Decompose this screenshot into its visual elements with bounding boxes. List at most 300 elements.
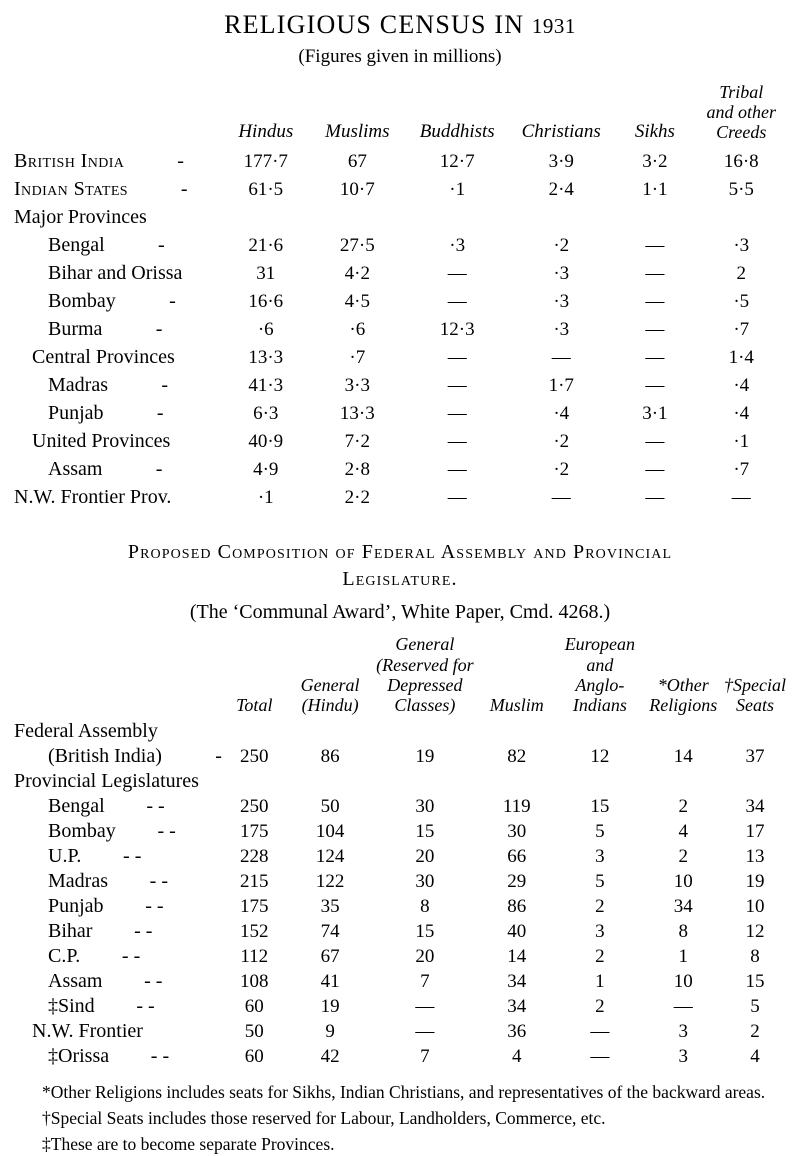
assembly-cell: 8 bbox=[750, 945, 760, 967]
assembly-header-blank bbox=[14, 634, 222, 717]
assembly-cell: 15 bbox=[590, 795, 610, 817]
census-cell: 4·5 bbox=[344, 291, 370, 313]
assembly-cell: 12 bbox=[745, 920, 765, 942]
census-cell bbox=[696, 201, 786, 229]
row-leader-dash: - bbox=[161, 374, 168, 397]
census-row-label bbox=[14, 425, 222, 453]
census-cell: 4·9 bbox=[253, 459, 279, 481]
assembly-header-special-seats bbox=[724, 634, 786, 717]
census-cell: — bbox=[645, 487, 665, 509]
table-row bbox=[14, 1018, 786, 1043]
assembly-row-name: Bengal bbox=[48, 794, 105, 817]
assembly-cell: 4 bbox=[750, 1045, 760, 1067]
assembly-cell: 74 bbox=[320, 920, 340, 942]
assembly-header-general-hindu-line2: (Hindu) bbox=[301, 695, 359, 716]
census-cell: — bbox=[551, 487, 571, 509]
assembly-cell: 34 bbox=[507, 970, 527, 992]
assembly-header-general-hindu-line1: General bbox=[300, 675, 360, 696]
assembly-cell bbox=[557, 768, 642, 793]
assembly-header-european bbox=[557, 634, 642, 717]
census-cell: ·1 bbox=[257, 487, 274, 509]
assembly-header-total bbox=[222, 634, 287, 717]
table-row bbox=[14, 793, 786, 818]
assembly-cell: 112 bbox=[240, 945, 269, 967]
assembly-cell: 41 bbox=[320, 970, 340, 992]
census-cell: 13·3 bbox=[339, 403, 375, 425]
census-cell: 6·3 bbox=[253, 403, 279, 425]
assembly-row-label bbox=[14, 893, 222, 918]
row-leader-dash: - bbox=[155, 458, 163, 481]
assembly-cell: 2 bbox=[595, 945, 605, 967]
assembly-cell: 5 bbox=[595, 820, 605, 842]
census-cell: — bbox=[447, 403, 467, 425]
census-cell: 13·3 bbox=[248, 347, 284, 369]
assembly-cell: 50 bbox=[320, 795, 340, 817]
assembly-cell: 2 bbox=[678, 845, 688, 867]
assembly-cell: 5 bbox=[595, 870, 605, 892]
assembly-row-label bbox=[14, 718, 222, 743]
census-cell: 61·5 bbox=[248, 179, 284, 201]
census-row-label bbox=[14, 285, 222, 313]
assembly-header-other-line1: *Other bbox=[657, 675, 709, 696]
census-row-label bbox=[14, 313, 222, 341]
assembly-row-name: Federal Assembly bbox=[14, 719, 158, 742]
census-cell: ·1 bbox=[449, 179, 466, 201]
assembly-cell: 215 bbox=[240, 870, 269, 892]
census-cell: — bbox=[645, 291, 665, 313]
census-header-hindus: Hindus bbox=[238, 121, 294, 143]
census-cell: 1·4 bbox=[728, 347, 754, 369]
census-cell: ·5 bbox=[733, 291, 750, 313]
assembly-cell: 250 bbox=[240, 745, 269, 767]
census-title-year: 1931 bbox=[531, 14, 576, 38]
assembly-cell: 3 bbox=[678, 1020, 688, 1042]
row-leader-dash: - - bbox=[150, 1044, 170, 1067]
row-leader-dash: - - bbox=[123, 844, 142, 867]
assembly-cell: 66 bbox=[507, 845, 527, 867]
census-cell: — bbox=[447, 263, 467, 285]
assembly-title-line2: Legislature. bbox=[342, 568, 458, 591]
assembly-cell bbox=[373, 768, 476, 793]
assembly-cell: 60 bbox=[244, 995, 264, 1017]
assembly-header-total-line1: Total bbox=[236, 695, 273, 716]
assembly-cell: 2 bbox=[595, 995, 605, 1017]
table-row bbox=[14, 229, 786, 257]
table-row bbox=[14, 943, 786, 968]
assembly-row-label bbox=[14, 993, 222, 1018]
census-cell: 67 bbox=[347, 151, 367, 173]
row-leader-dash: - bbox=[169, 290, 176, 313]
census-cell: ·3 bbox=[553, 291, 570, 313]
census-cell: ·7 bbox=[733, 319, 750, 341]
table-row bbox=[14, 173, 786, 201]
census-title bbox=[14, 10, 786, 40]
assembly-header-depressed-line1: General bbox=[395, 634, 455, 655]
census-cell: 21·6 bbox=[248, 235, 284, 257]
census-row-name: Madras bbox=[48, 374, 108, 397]
census-cell: — bbox=[645, 319, 665, 341]
assembly-header-depressed-line3: Depressed bbox=[387, 675, 463, 696]
census-header-sikhs: Sikhs bbox=[634, 121, 675, 143]
assembly-cell: 5 bbox=[750, 995, 760, 1017]
census-row-name: Bengal bbox=[48, 234, 105, 257]
table-row bbox=[14, 145, 786, 173]
census-cell bbox=[405, 201, 509, 229]
assembly-cell bbox=[724, 768, 786, 793]
assembly-title bbox=[14, 539, 786, 593]
census-cell: ·2 bbox=[553, 459, 570, 481]
census-header-muslims: Muslims bbox=[325, 121, 390, 143]
census-cell: 41·3 bbox=[248, 375, 284, 397]
table-row bbox=[14, 481, 786, 509]
row-leader-dash: - bbox=[155, 318, 163, 341]
row-leader-dash: - bbox=[215, 744, 222, 767]
assembly-cell: 152 bbox=[240, 920, 269, 942]
assembly-cell: 20 bbox=[415, 845, 435, 867]
census-cell: 16·6 bbox=[248, 291, 284, 313]
census-cell: — bbox=[645, 375, 665, 397]
assembly-row-label bbox=[14, 768, 222, 793]
assembly-cell bbox=[222, 718, 287, 743]
census-header-tribal-line3: Creeds bbox=[716, 122, 767, 143]
assembly-cell: 15 bbox=[415, 920, 435, 942]
religious-census-table bbox=[14, 82, 786, 509]
assembly-header-row bbox=[14, 634, 786, 717]
assembly-cell: — bbox=[590, 1020, 610, 1042]
assembly-cell: 250 bbox=[240, 795, 269, 817]
census-cell: 27·5 bbox=[339, 235, 375, 257]
census-cell: — bbox=[731, 487, 751, 509]
census-row-name: Assam bbox=[48, 458, 103, 481]
footnote-special-seats: †Special Seats includes those reserved for Labour, Landholders, Commerce, etc. bbox=[42, 1107, 606, 1128]
census-cell: 10·7 bbox=[339, 179, 375, 201]
assembly-cell: 36 bbox=[507, 1020, 527, 1042]
row-leader-dash: - bbox=[156, 402, 164, 425]
census-header-row bbox=[14, 82, 786, 145]
assembly-title-line1: Proposed Composition of Federal Assembly and Provincial bbox=[127, 541, 673, 564]
census-row-label bbox=[14, 229, 222, 257]
footnote-separate-provinces: ‡These are to become separate Provinces. bbox=[42, 1134, 335, 1155]
census-cell: — bbox=[447, 431, 467, 453]
census-row-name: Central Provinces bbox=[32, 346, 175, 369]
assembly-cell: 14 bbox=[673, 745, 693, 767]
census-row-name: Indian States bbox=[14, 178, 128, 201]
assembly-cell: 2 bbox=[595, 895, 605, 917]
assembly-header-other-religions bbox=[643, 634, 724, 717]
census-cell: 2·2 bbox=[344, 487, 370, 509]
assembly-cell: 9 bbox=[325, 1020, 335, 1042]
assembly-cell: 4 bbox=[678, 820, 688, 842]
assembly-row-name: (British India) bbox=[48, 744, 162, 767]
census-cell: ·2 bbox=[553, 431, 570, 453]
table-row bbox=[14, 1043, 786, 1068]
census-cell: — bbox=[447, 291, 467, 313]
assembly-row-name: Provincial Legislatures bbox=[14, 769, 199, 792]
census-row-name: British India bbox=[14, 150, 125, 173]
census-cell: 3·2 bbox=[642, 151, 668, 173]
assembly-cell: 50 bbox=[244, 1020, 264, 1042]
census-cell: ·3 bbox=[553, 263, 570, 285]
table-row bbox=[14, 893, 786, 918]
census-row-label bbox=[14, 397, 222, 425]
census-cell: 4·2 bbox=[344, 263, 370, 285]
census-cell: ·7 bbox=[733, 459, 750, 481]
assembly-cell: 4 bbox=[511, 1045, 522, 1067]
census-row-label bbox=[14, 257, 222, 285]
census-cell bbox=[309, 201, 405, 229]
assembly-cell bbox=[373, 718, 476, 743]
assembly-cell: 40 bbox=[507, 920, 527, 942]
census-cell: 31 bbox=[256, 263, 276, 285]
census-row-label bbox=[14, 173, 222, 201]
assembly-row-name: U.P. bbox=[48, 844, 82, 867]
census-cell: — bbox=[645, 347, 665, 369]
assembly-cell: 19 bbox=[415, 745, 435, 767]
census-header-christians: Christians bbox=[521, 121, 601, 143]
footnotes bbox=[14, 1080, 786, 1156]
assembly-row-name: Assam bbox=[48, 969, 103, 992]
assembly-header-european-line1: European bbox=[564, 634, 636, 655]
assembly-body bbox=[14, 718, 786, 1068]
assembly-cell: 14 bbox=[507, 945, 527, 967]
table-row bbox=[14, 918, 786, 943]
assembly-cell: 10 bbox=[673, 870, 693, 892]
census-cell bbox=[222, 201, 309, 229]
census-cell: ·4 bbox=[553, 403, 570, 425]
assembly-cell: 37 bbox=[745, 745, 765, 767]
assembly-cell bbox=[287, 718, 374, 743]
assembly-row-name: Bombay bbox=[48, 819, 116, 842]
table-row bbox=[14, 313, 786, 341]
table-row bbox=[14, 341, 786, 369]
assembly-cell bbox=[476, 768, 557, 793]
assembly-header-special-line2: Seats bbox=[735, 695, 774, 716]
assembly-row-name: Punjab bbox=[48, 894, 104, 917]
census-cell: 3·3 bbox=[344, 375, 370, 397]
assembly-row-label bbox=[14, 968, 222, 993]
census-cell: ·1 bbox=[733, 431, 750, 453]
census-cell: ·6 bbox=[349, 319, 366, 341]
assembly-cell: 67 bbox=[320, 945, 340, 967]
assembly-header-general-depressed bbox=[373, 634, 476, 717]
census-cell: 1·7 bbox=[548, 375, 574, 397]
census-cell: — bbox=[551, 347, 571, 369]
assembly-row-name: Bihar bbox=[48, 919, 93, 942]
census-cell: ·7 bbox=[349, 347, 366, 369]
row-leader-dash: - bbox=[180, 178, 188, 201]
census-cell: 2 bbox=[736, 263, 746, 285]
assembly-subtitle: (The ‘Communal Award’, White Paper, Cmd. 4268.) bbox=[189, 601, 611, 624]
census-cell: ·3 bbox=[553, 319, 570, 341]
row-leader-dash: - - bbox=[144, 969, 163, 992]
census-cell: 7·2 bbox=[344, 431, 370, 453]
assembly-row-label bbox=[14, 918, 222, 943]
assembly-header-muslim bbox=[476, 634, 557, 717]
assembly-cell: 122 bbox=[315, 870, 345, 892]
assembly-row-name: N.W. Frontier bbox=[32, 1019, 143, 1042]
census-header-tribal bbox=[696, 82, 786, 145]
assembly-cell: 82 bbox=[507, 745, 527, 767]
census-cell: 12·3 bbox=[439, 319, 475, 341]
assembly-cell bbox=[557, 718, 642, 743]
assembly-header-european-line3: Anglo- bbox=[575, 675, 625, 696]
table-row bbox=[14, 818, 786, 843]
census-cell: 2·8 bbox=[344, 459, 370, 481]
assembly-cell: 86 bbox=[320, 745, 340, 767]
assembly-cell: 175 bbox=[240, 820, 269, 842]
assembly-row-label bbox=[14, 743, 222, 768]
assembly-header-european-line4: Indians bbox=[572, 695, 627, 716]
table-row bbox=[14, 718, 786, 743]
assembly-cell: 19 bbox=[745, 870, 765, 892]
census-header-buddhists: Buddhists bbox=[419, 121, 495, 143]
census-row-name: N.W. Frontier Prov. bbox=[14, 486, 172, 509]
table-row bbox=[14, 397, 786, 425]
table-row bbox=[14, 285, 786, 313]
assembly-header-muslim-line1: Muslim bbox=[489, 695, 544, 716]
assembly-row-label bbox=[14, 843, 222, 868]
row-leader-dash: - bbox=[157, 234, 165, 257]
assembly-cell: 29 bbox=[507, 870, 527, 892]
assembly-cell: 30 bbox=[507, 820, 527, 842]
census-row-label bbox=[14, 145, 222, 173]
census-cell: 5·5 bbox=[728, 179, 754, 201]
assembly-cell: 15 bbox=[745, 970, 765, 992]
census-body bbox=[14, 145, 786, 509]
assembly-cell: 2 bbox=[678, 795, 688, 817]
assembly-row-label bbox=[14, 1018, 222, 1043]
assembly-cell bbox=[724, 718, 786, 743]
assembly-row-name: ‡Orissa bbox=[48, 1044, 110, 1067]
census-cell: — bbox=[645, 235, 665, 257]
census-cell bbox=[613, 201, 696, 229]
census-row-label bbox=[14, 369, 222, 397]
census-cell: — bbox=[447, 487, 467, 509]
assembly-cell bbox=[476, 718, 557, 743]
table-row bbox=[14, 868, 786, 893]
table-row bbox=[14, 968, 786, 993]
census-cell: ·6 bbox=[257, 319, 274, 341]
census-cell: ·3 bbox=[449, 235, 466, 257]
assembly-cell: 19 bbox=[320, 995, 340, 1017]
assembly-row-label bbox=[14, 793, 222, 818]
census-cell: — bbox=[645, 431, 665, 453]
table-row bbox=[14, 201, 786, 229]
row-leader-dash: - - bbox=[121, 944, 141, 967]
assembly-row-label bbox=[14, 943, 222, 968]
census-cell: — bbox=[447, 347, 467, 369]
table-row bbox=[14, 743, 786, 768]
census-row-name: Bihar and Orissa bbox=[48, 262, 183, 285]
assembly-cell: 42 bbox=[320, 1045, 340, 1067]
table-row bbox=[14, 453, 786, 481]
assembly-cell: 3 bbox=[595, 845, 605, 867]
census-row-name: United Provinces bbox=[32, 430, 171, 453]
footnote-other-religions: *Other Religions includes seats for Sikhs, Indian Christians, and representatives of the backward areas. bbox=[42, 1081, 766, 1102]
assembly-cell: 10 bbox=[745, 895, 765, 917]
census-cell bbox=[509, 201, 613, 229]
census-cell: 2·4 bbox=[548, 179, 574, 201]
census-cell: 40·9 bbox=[248, 431, 284, 453]
assembly-cell: 1 bbox=[678, 945, 688, 967]
assembly-cell: 1 bbox=[595, 970, 605, 992]
assembly-cell: 30 bbox=[415, 795, 435, 817]
census-cell: 12·7 bbox=[439, 151, 475, 173]
assembly-cell: 17 bbox=[745, 820, 765, 842]
assembly-header-depressed-line2: (Reserved for bbox=[376, 654, 474, 675]
census-title-text: RELIGIOUS CENSUS IN bbox=[224, 10, 525, 39]
census-subtitle: (Figures given in millions) bbox=[298, 46, 502, 67]
assembly-cell: 8 bbox=[420, 895, 430, 917]
assembly-cell: 2 bbox=[750, 1020, 760, 1042]
census-cell: — bbox=[645, 263, 665, 285]
table-row bbox=[14, 425, 786, 453]
census-row-label bbox=[14, 453, 222, 481]
assembly-composition-table bbox=[14, 634, 786, 1067]
table-row bbox=[14, 843, 786, 868]
assembly-cell: 3 bbox=[595, 920, 605, 942]
census-row-label bbox=[14, 481, 222, 509]
census-cell: — bbox=[447, 459, 467, 481]
assembly-cell: 15 bbox=[415, 820, 435, 842]
census-row-name: Burma bbox=[48, 318, 103, 341]
assembly-cell: 12 bbox=[590, 745, 610, 767]
document-page bbox=[0, 10, 800, 1155]
assembly-cell: 30 bbox=[415, 870, 435, 892]
row-leader-dash: - - bbox=[136, 994, 155, 1017]
assembly-cell: 7 bbox=[420, 970, 430, 992]
assembly-cell: 34 bbox=[745, 795, 765, 817]
census-row-label bbox=[14, 341, 222, 369]
census-row-label bbox=[14, 201, 222, 229]
assembly-header-general-hindu bbox=[287, 634, 374, 717]
assembly-cell bbox=[643, 718, 724, 743]
assembly-header-depressed-line4: Classes) bbox=[394, 695, 456, 716]
census-cell: 1·1 bbox=[642, 179, 668, 201]
assembly-header-special-line1: †Special bbox=[723, 675, 786, 696]
census-header-blank bbox=[14, 82, 222, 145]
assembly-row-label bbox=[14, 1043, 222, 1068]
assembly-row-label bbox=[14, 868, 222, 893]
census-cell: 3·9 bbox=[548, 151, 574, 173]
assembly-cell: 86 bbox=[507, 895, 527, 917]
assembly-cell: 34 bbox=[673, 895, 693, 917]
assembly-cell: 3 bbox=[678, 1045, 688, 1067]
assembly-cell: 119 bbox=[502, 795, 531, 817]
assembly-cell: 60 bbox=[244, 1045, 264, 1067]
assembly-cell: — bbox=[415, 995, 435, 1017]
census-cell: 177·7 bbox=[243, 151, 288, 173]
census-row-name: Punjab bbox=[48, 402, 104, 425]
row-leader-dash: - - bbox=[134, 919, 153, 942]
assembly-cell bbox=[643, 768, 724, 793]
census-row-name: Major Provinces bbox=[14, 206, 147, 229]
assembly-cell: 104 bbox=[315, 820, 345, 842]
assembly-header-other-line2: Religions bbox=[649, 695, 718, 716]
census-header-tribal-line2: and other bbox=[706, 102, 776, 123]
assembly-cell bbox=[287, 768, 374, 793]
assembly-row-name: C.P. bbox=[48, 944, 81, 967]
census-cell: — bbox=[447, 375, 467, 397]
assembly-cell: 35 bbox=[320, 895, 340, 917]
assembly-row-label bbox=[14, 818, 222, 843]
assembly-cell: 124 bbox=[315, 845, 345, 867]
census-cell: 3·1 bbox=[642, 403, 668, 425]
row-leader-dash: - - bbox=[146, 794, 165, 817]
census-cell: — bbox=[645, 459, 665, 481]
row-leader-dash: - - bbox=[157, 819, 176, 842]
assembly-row-name: ‡Sind bbox=[48, 994, 95, 1017]
